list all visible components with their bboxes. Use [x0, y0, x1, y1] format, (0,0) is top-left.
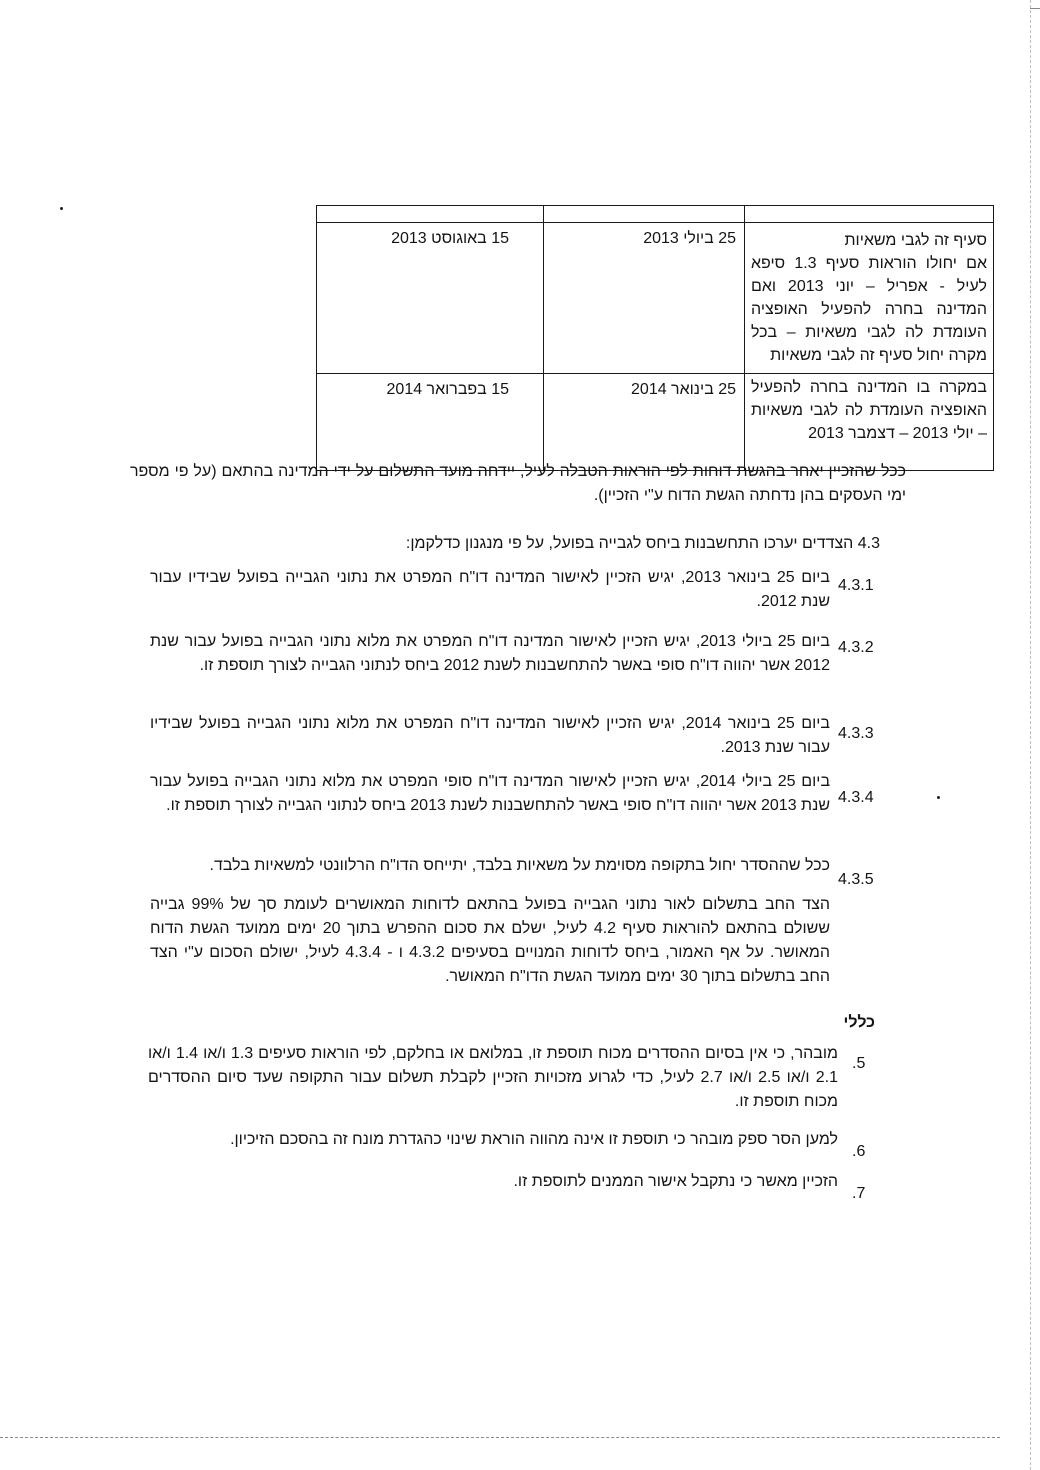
table-desc: במקרה בו המדינה בחרה להפעיל האופציה העומדת לה לגבי משאיות – יולי 2013 – דצמבר 2013	[745, 374, 994, 471]
footer-rule	[0, 1437, 1000, 1438]
clause-number: 4.3.4	[838, 789, 874, 806]
section-4-3: 4.3 הצדדים יערכו התחשבנות ביחס לגבייה בפועל, על פי מנגנון כדלקמן:	[405, 535, 880, 552]
table-row	[317, 374, 994, 471]
table-cell	[745, 206, 994, 223]
clause-number: .7	[852, 1185, 866, 1202]
clause-text: ביום 25 בינואר 2014, יגיש הזכיין לאישור המדינה דו"ח המפרט את מלוא נתוני הגבייה בפועל שבידיו עבור שנת 2013.	[150, 715, 831, 756]
table-cell	[745, 223, 994, 374]
scan-speck	[60, 207, 63, 210]
table-cell	[544, 206, 745, 223]
clause-text: ביום 25 ביולי 2013, יגיש הזכיין לאישור המדינה דו"ח המפרט את מלוא נתוני הגבייה בפועל עבור שנת 2012 אשר יהווה דו"ח סופי באשר להתחשבנות לשנת 2012 ביחס לנתוני הגבייה לצורך תוספת זו.	[150, 633, 831, 674]
scan-corner-mark	[1030, 0, 1040, 9]
table-desc: אם יחולו הוראות סעיף 1.3 סיפא לעיל - אפריל – יוני 2013 ואם המדינה בחרה להפעיל האופציה העומדת לה לגבי משאיות – בכל מקרה יחול סעיף זה לגבי משאיות	[751, 255, 988, 364]
table-cell	[317, 206, 544, 223]
schedule-table	[316, 205, 994, 471]
table-header-text: סעיף זה לגבי משאיות	[844, 232, 987, 249]
clause-number: 4.3.1	[838, 577, 874, 594]
scan-speck	[937, 796, 940, 799]
table-date: 25 ביולי 2013	[544, 223, 745, 374]
table-date: 15 באוגוסט 2013	[317, 223, 544, 374]
clause-text: הזכיין מאשר כי נתקבל אישור הממנים לתוספת זו.	[513, 1173, 838, 1190]
clause-text: ככל שההסדר יחול בתקופה מסוימת על משאיות בלבד, יתייחס הדו"ח הרלוונטי למשאיות בלבד.	[209, 857, 830, 874]
clause-text: למען הסר ספק מובהר כי תוספת זו אינה מהווה הוראת שינוי כהגדרת מונח זה בהסכם הזיכיון.	[230, 1131, 838, 1148]
clause-number: 4.3.2	[838, 639, 874, 656]
clause-number: 4.3.3	[838, 725, 874, 742]
payment-paragraph: הצד החב בתשלום לאור נתוני הגבייה בפועל בהתאם לדוחות המאושרים לעומת סך של 99% גבייה ששולם בהתאם להוראות סעיף 4.2 לעיל, ישלם את סכום ההפרש בתוך 20 ימים ממועד הגשת הדוח המאושר. על אף האמור, ביחס לדוחות המנויים בסעיפים 4.3.2 ו - 4.3.4 לעיל, ישולם הסכום ע"י הצד החב בתשלום בתוך 30 ימים ממועד הגשת הדו"ח המאושר.	[150, 896, 831, 985]
clause-number: .6	[852, 1143, 866, 1160]
table-row	[317, 223, 994, 374]
clause-number: .5	[852, 1055, 866, 1072]
clause-text: מובהר, כי אין בסיום ההסדרים מכוח תוספת זו, במלואם או בחלקם, לפי הוראות סעיפים 1.3 ו/או 1.4 ו/או 2.1 ו/או 2.5 ו/או 2.7 לעיל, כדי לגרוע מזכויות הזכיין לקבלת תשלום עבור התקופה שעד סיום ההסדרים מכוח תוספת זו.	[148, 1045, 839, 1110]
clause-text: ביום 25 בינואר 2013, יגיש הזכיין לאישור המדינה דו"ח המפרט את נתוני הגבייה בפועל שבידיו עבור שנת 2012.	[150, 569, 831, 610]
clause-number: 4.3.5	[838, 871, 874, 888]
table-row	[317, 206, 994, 223]
table-date: 25 בינואר 2014	[544, 374, 745, 471]
table-date: 15 בפברואר 2014	[317, 374, 544, 471]
clause-text: ביום 25 ביולי 2014, יגיש הזכיין לאישור המדינה דו"ח סופי המפרט את מלוא נתוני הגבייה בפועל עבור שנת 2013 אשר יהווה דו"ח סופי באשר להתחשבנות לשנת 2013 ביחס לנתוני הגבייה לצורך תוספת זו.	[150, 773, 831, 814]
general-heading: כללי	[843, 1014, 875, 1031]
scan-margin-line	[1030, 0, 1031, 1470]
after-table-paragraph: ככל שהזכיין יאחר בהגשת דוחות לפי הוראות הטבלה לעיל, יידחה מועד התשלום על ידי המדינה בהתאם (על פי מספר ימי העסקים בהן נדחתה הגשת הדוח ע"י הזכיין).	[130, 463, 906, 504]
